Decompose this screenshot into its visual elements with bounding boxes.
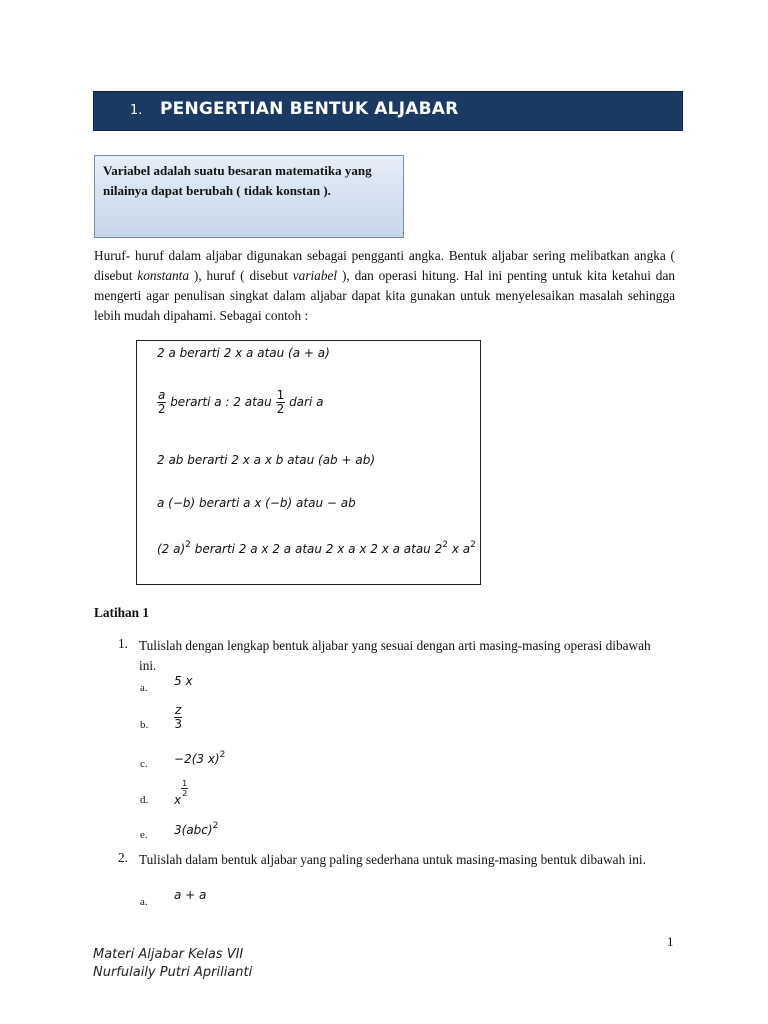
item-expression bbox=[174, 821, 218, 837]
example-5-base: (2 a) bbox=[157, 542, 186, 556]
item-base: −2(3 x) bbox=[174, 752, 220, 766]
section-number: 1. bbox=[130, 103, 143, 118]
exponent: 2 bbox=[442, 540, 448, 550]
section-banner bbox=[93, 91, 683, 131]
fraction-numerator: a bbox=[158, 388, 166, 402]
item-fraction bbox=[174, 704, 182, 731]
term-variabel: variabel bbox=[292, 268, 338, 283]
example-3: 2 ab berarti 2 x a x b atau (ab + ab) bbox=[157, 453, 376, 467]
exponent: 2 bbox=[219, 750, 226, 760]
footer-author: Nurfulaily Putri Aprilianti bbox=[93, 965, 253, 980]
fraction-denominator: 3 bbox=[174, 717, 182, 731]
item-base: 3(abc) bbox=[174, 823, 213, 837]
section-title: PENGERTIAN BENTUK ALJABAR bbox=[160, 99, 459, 119]
item-expression bbox=[174, 779, 188, 807]
exercise-title: Latihan 1 bbox=[94, 605, 150, 620]
item-label: c. bbox=[140, 758, 148, 770]
fraction-numerator: z bbox=[175, 703, 182, 717]
item-expression: 5 x bbox=[174, 674, 193, 688]
exponent: 2 bbox=[470, 540, 476, 550]
item-expression bbox=[174, 750, 225, 766]
item-expression bbox=[174, 704, 182, 731]
paragraph-part-2: ), huruf ( disebut bbox=[189, 268, 293, 283]
item-label: d. bbox=[140, 794, 149, 806]
term-konstanta: konstanta bbox=[137, 268, 190, 283]
item-label: a. bbox=[140, 682, 148, 694]
example-2-fraction bbox=[157, 389, 166, 416]
definition-box: Variabel adalah suatu besaran matematika yang nilainya dapat berubah ( tidak konstan ). bbox=[94, 155, 404, 238]
question-2-number: 2. bbox=[118, 850, 128, 865]
fraction-denominator: 2 bbox=[276, 402, 285, 416]
paragraph-part-1: Huruf- huruf dalam aljabar digunakan sebagai pengganti angka. Bentuk aljabar sering melibatkan angka ( disebut bbox=[94, 248, 675, 283]
paragraph-part-3: ), dan operasi hitung. Hal ini penting untuk kita ketahui dan mengerti agar penulisan singkat dalam aljabar dapat kita gunakan untuk menyelesaikan masalah sehingga lebih mudah dipahami. Sebagai contoh : bbox=[94, 268, 675, 323]
example-5 bbox=[157, 540, 476, 556]
intro-paragraph bbox=[94, 246, 675, 326]
exponent-fraction bbox=[181, 779, 188, 798]
example-1: 2 a berarti 2 x a atau (a + a) bbox=[157, 346, 330, 360]
item-label: e. bbox=[140, 829, 148, 841]
fraction-numerator: 1 bbox=[182, 779, 188, 788]
example-2-half bbox=[276, 389, 286, 416]
question-1-number: 1. bbox=[118, 636, 128, 651]
question-1-text: Tulislah dengan lengkap bentuk aljabar yang sesuai dengan arti masing-masing operasi dibawah ini. bbox=[139, 638, 651, 673]
fraction-numerator: 1 bbox=[276, 388, 285, 402]
example-5-tail: x a bbox=[451, 542, 471, 556]
fraction-denominator: 2 bbox=[157, 402, 166, 416]
footer-course: Materi Aljabar Kelas VII bbox=[93, 947, 244, 962]
fraction-denominator: 2 bbox=[182, 789, 188, 798]
item-label: a. bbox=[140, 896, 148, 908]
example-4: a (−b) berarti a x (−b) atau − ab bbox=[157, 496, 356, 510]
exponent: 2 bbox=[212, 821, 219, 831]
examples-box bbox=[136, 340, 481, 585]
example-2-middle: berarti a : 2 atau bbox=[170, 395, 272, 409]
example-2-end: dari a bbox=[289, 395, 324, 409]
item-base: x bbox=[174, 793, 182, 807]
question-2-text: Tulislah dalam bentuk aljabar yang paling sederhana untuk masing-masing bentuk dibawah ini. bbox=[139, 852, 646, 867]
item-expression: a + a bbox=[174, 888, 207, 902]
page-number: 1 bbox=[667, 934, 674, 949]
exponent: 2 bbox=[185, 540, 191, 550]
example-5-body: berarti 2 a x 2 a atau 2 x a x 2 x a atau 2 bbox=[194, 542, 443, 556]
item-label: b. bbox=[140, 719, 149, 731]
example-2 bbox=[157, 389, 323, 416]
